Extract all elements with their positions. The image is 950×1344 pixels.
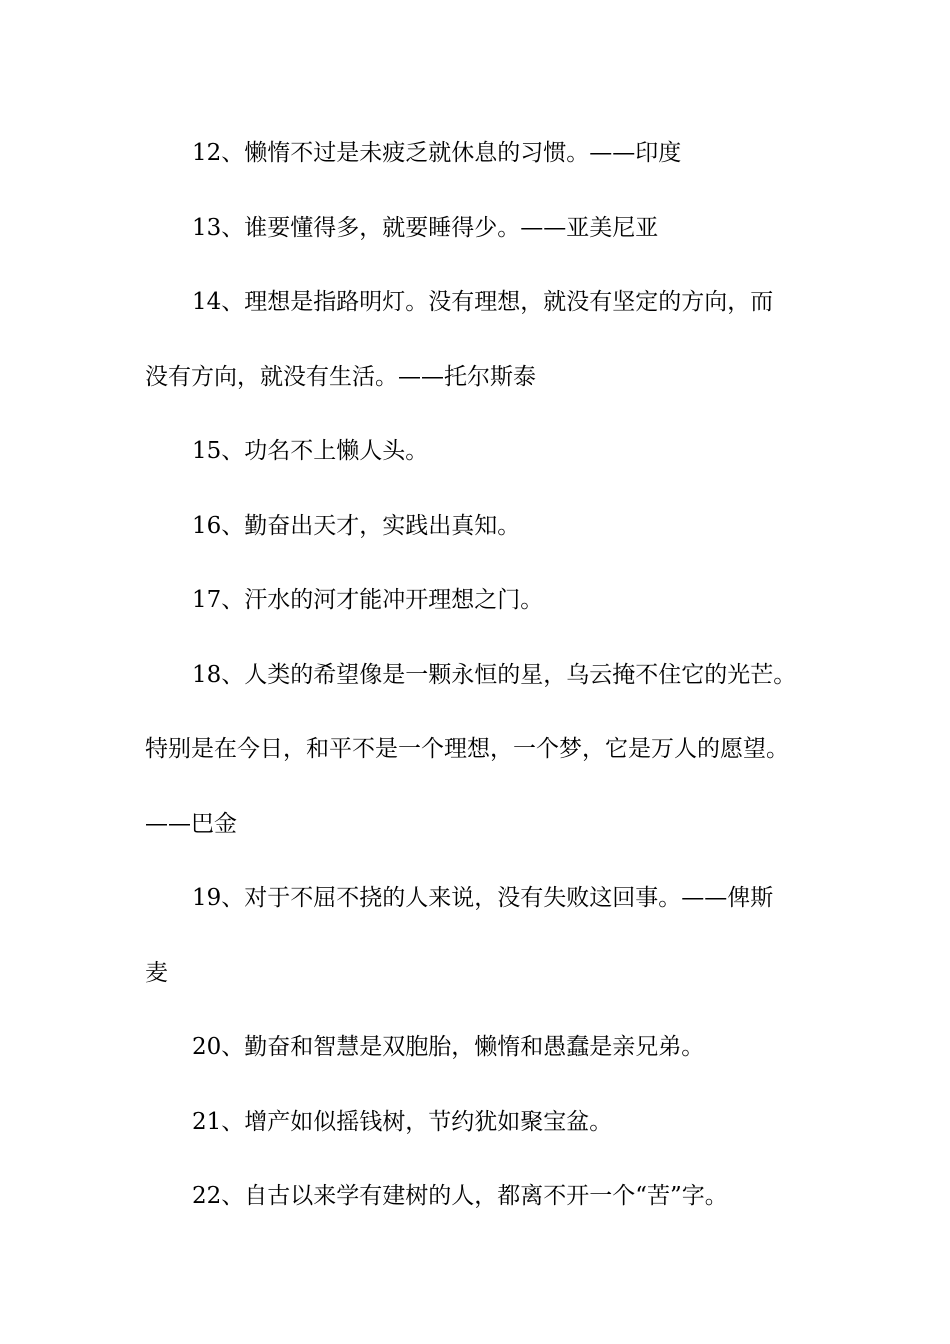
quote-line: 16、勤奋出天才，实践出真知。 (192, 512, 521, 539)
quote-line: 22、自古以来学有建树的人，都离不开一个“苦”字。 (192, 1183, 728, 1209)
quote-line: 12、懒惰不过是未疲乏就休息的习惯。——印度 (192, 140, 682, 166)
quote-line-continuation: 没有方向，就没有生活。——托尔斯泰 (145, 363, 536, 390)
quote-line: 20、勤奋和智慧是双胞胎，懒惰和愚蠢是亲兄弟。 (192, 1034, 705, 1060)
quote-line: 13、谁要懂得多，就要睡得少。——亚美尼亚 (192, 214, 659, 241)
document-body (145, 131, 817, 1249)
quote-line: 21、增产如似摇钱树，节约犹如聚宝盆。 (192, 1108, 613, 1135)
quote-line: 15、功名不上懒人头。 (192, 438, 429, 464)
quote-line: 17、汗水的河才能冲开理想之门。 (192, 587, 544, 613)
quote-line-continuation: 特别是在今日，和平不是一个理想，一个梦，它是万人的愿望。 (145, 736, 789, 762)
quote-line-continuation: ——巴金 (145, 810, 237, 837)
quote-line: 19、对于不屈不挠的人来说，没有失败这回事。——俾斯 (192, 885, 774, 911)
quote-line-continuation: 麦 (145, 959, 168, 986)
quote-line: 14、理想是指路明灯。没有理想，就没有坚定的方向，而 (192, 289, 774, 315)
quote-line: 18、人类的希望像是一颗永恒的星，乌云掩不住它的光芒。 (192, 661, 797, 688)
